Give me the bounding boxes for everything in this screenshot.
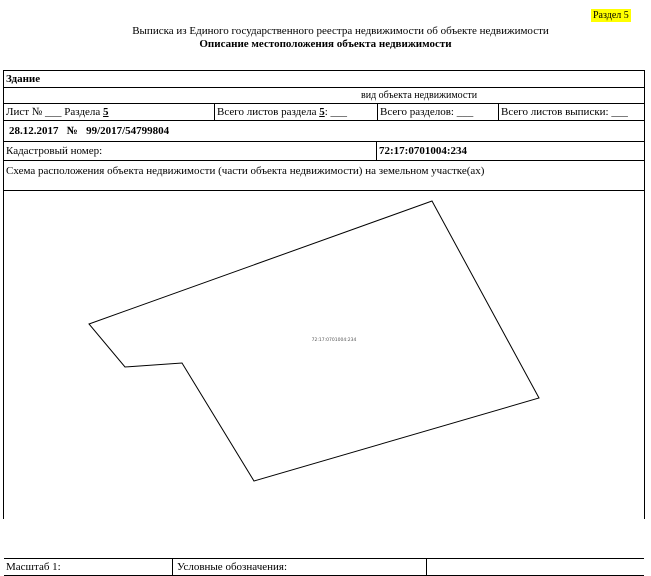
object-type-caption-row	[4, 88, 644, 104]
total-sheets-section-value: 5	[319, 106, 325, 118]
cadastral-row	[4, 142, 644, 161]
total-sheets-section-suffix: :	[324, 106, 328, 118]
legend-empty-cell	[426, 558, 644, 575]
total-sheets-section-cell	[214, 104, 377, 120]
object-type-value: Здание	[6, 73, 41, 85]
date-number-cell	[7, 121, 644, 141]
number-label: №	[66, 125, 78, 137]
parcel-scheme	[4, 191, 644, 557]
legend-label: Условные обозначения:	[172, 558, 426, 575]
sheet-number-cell	[4, 104, 214, 120]
total-sections-cell	[377, 104, 498, 120]
form-table	[3, 70, 645, 573]
scheme-drawing-area	[4, 191, 644, 559]
cadastral-number: 72:17:0701004:234	[376, 142, 644, 160]
total-sections-value: ___	[456, 106, 474, 118]
footer-row	[4, 558, 644, 576]
sheets-row	[4, 104, 644, 121]
scheme-title-row	[4, 161, 644, 191]
section-badge: Раздел 5	[593, 10, 629, 21]
scale-label: Масштаб 1:	[6, 561, 61, 573]
document-header	[0, 24, 651, 51]
total-sheets-section-label: Всего листов раздела	[217, 106, 317, 118]
extract-date: 28.12.2017	[9, 125, 59, 137]
section-label: Раздела	[64, 106, 101, 118]
object-type-row	[4, 71, 644, 88]
document-subtitle: Описание местоположения объекта недвижимости	[199, 38, 452, 50]
total-sections-label: Всего разделов:	[380, 106, 454, 118]
parcel-label: 72:17:0701004:234	[311, 338, 357, 343]
scheme-title: Схема расположения объекта недвижимости (части объекта недвижимости) на земельном участке(ах)	[6, 165, 485, 177]
total-sheets-extract-label: Всего листов выписки:	[501, 106, 609, 118]
total-sheets-extract-cell	[498, 104, 644, 120]
section-value: 5	[103, 106, 109, 118]
object-type-caption: вид объекта недвижимости	[361, 90, 478, 101]
total-sheets-extract-value: ___	[611, 106, 628, 118]
date-number-row	[4, 121, 644, 142]
sheet-number-value: ___	[45, 106, 62, 118]
total-sheets-section-blank: ___	[330, 106, 348, 118]
document-title: Выписка из Единого государственного реестра недвижимости об объекте недвижимости	[132, 25, 549, 37]
cadastral-label: Кадастровый номер:	[6, 145, 103, 157]
sheet-number-label: Лист №	[6, 106, 43, 118]
extract-number: 99/2017/54799804	[86, 125, 170, 137]
